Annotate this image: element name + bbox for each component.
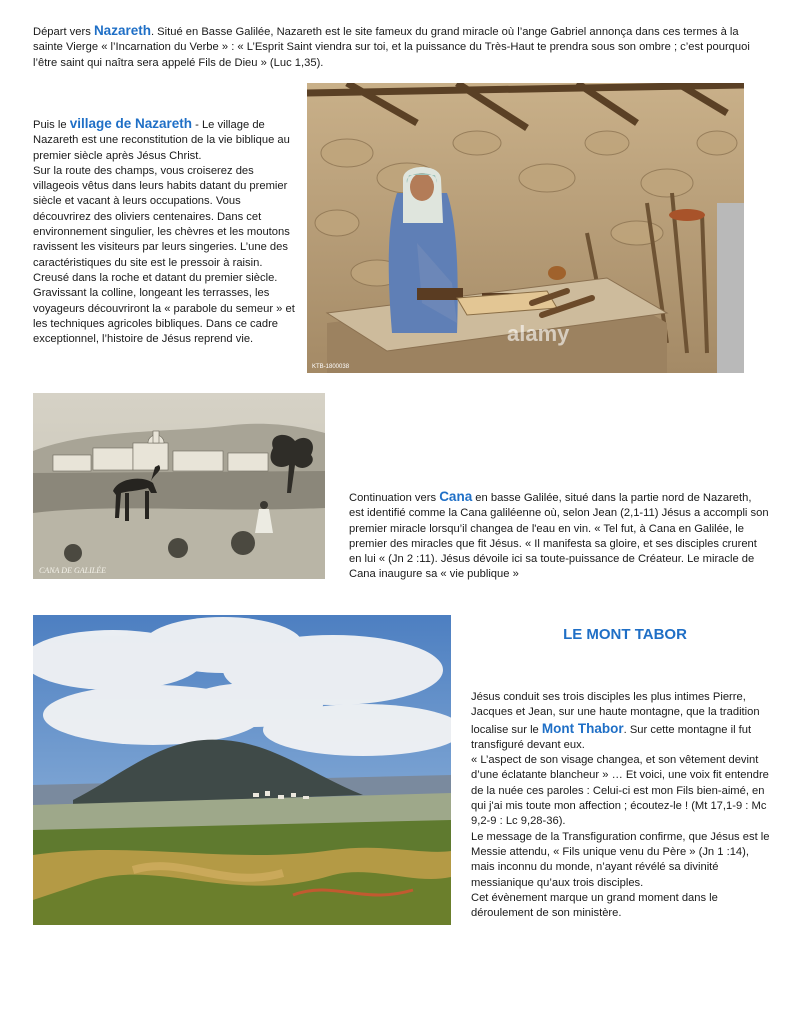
tabor-lead: Jésus conduit ses trois disciples les plus intimes Pierre, Jacques et Jean, sur une haute montagne, que la tradition localise sur le: [471, 691, 760, 736]
tabor-heading: LE MONT TABOR: [563, 626, 687, 643]
cana-highlight: Cana: [439, 489, 473, 504]
tabor-par-2: « L’aspect de son visage changea, et son vêtement devint d’une éclatante blancheur » … Et voici, une voix fit entendre de la nuée ces paroles : Celui-ci est mon Fils bien-aimé, en qui j'ai mis toute mon affection ; écoutez-le ! (Mt 17,1-9 : Mc 9,2-9 : Lc 9,28-36).: [471, 754, 769, 828]
carpenter-photo-illustration: [307, 83, 744, 373]
cana-photo: [33, 393, 325, 579]
village-par-1: [33, 116, 298, 164]
intro-paragraph: [33, 23, 768, 71]
photo-caption: KTB-1800038: [312, 364, 350, 370]
carpenter-photo: [307, 83, 744, 373]
tabor-text: . Sur cette montagne il fut transfiguré devant eux.: [471, 723, 752, 751]
intro-text: . Situé en Basse Galilée, Nazareth est le site fameux du grand miracle où l’ange Gabriel annonça dans ces termes à la sainte Vierge « l’Incarnation du Verbe » : « L’Esprit Saint viendra sur toi, et la puissance du Très-Haut te prendra sous son ombre ; c’est pourquoi l’être saint qui naîtra sera appelé Fils de Dieu » (Luc 1,35).: [33, 26, 750, 69]
cana-text: en basse Galilée, situé dans la partie nord de Nazareth, est identifié comme la Cana galiléenne où, selon Jean (2,1-11) Jésus a accompli son premier miracle lorsqu’il changea de l'eau en vin. « Tel fut, à Cana en Galilée, le premier des miracles que fit Jésus. « Il manifesta sa gloire, et ses disciples crurent en lui « (Jn 2 :11). Jésus dévoile ici sa toute-puissance de Créateur. Le miracle de Cana inaugure sa « vie publique »: [349, 492, 769, 581]
intro-highlight: Nazareth: [93, 23, 151, 38]
village-par-2: Sur la route des champs, vous croiserez des villageois vêtus dans leurs habits datant du premier siècle et vacant à leurs occupations. Vous découvrirez des oliviers centenaires. Dans cet environnement singulier, les chèvres et les moutons ravissent les visiteurs par leurs singeries. L’une des caractéristiques du site est le pressoir à raisin. Creusé dans la roche et datant du premier siècle. Gravissant la colline, longeant les terrasses, les voyageurs découvriront la « parabole du semeur » et les techniques agricoles bibliques. Dans ce cadre exceptionnel, l’histoire de Jésus reprend vie.: [33, 164, 295, 346]
intro-lead: Départ vers: [33, 26, 94, 38]
tabor-photo-illustration: [33, 615, 451, 925]
tabor-par-4: Cet évènement marque un grand moment dans le déroulement de son ministère.: [471, 891, 718, 920]
cana-paragraph: [349, 489, 769, 583]
cana-photo-illustration: [33, 393, 325, 579]
cana-photo-caption: CANA DE GALILÉE: [39, 566, 106, 575]
tabor-par-3: Le message de la Transfiguration confirme, que Jésus est le Messie attendu, « Fils unique venu du Père » (Jn 1 :14), mais inconnu du monde, n’ayant révélé sa divinité messianique qu’aux trois disciples.: [471, 830, 770, 889]
village-highlight: village de Nazareth: [69, 116, 192, 131]
photo-watermark: alamy: [507, 321, 570, 346]
tabor-photo: [33, 615, 451, 925]
tabor-paragraph: [471, 690, 771, 921]
tabor-par-1: [471, 690, 771, 753]
village-lead: Puis le: [33, 119, 70, 131]
village-text: - Le village de Nazareth est une reconstitution de la vie biblique au premier siècle après Jésus Christ.: [33, 119, 290, 162]
cana-lead: Continuation vers: [349, 492, 440, 504]
tabor-highlight: Mont Thabor: [541, 720, 624, 736]
village-paragraph: [33, 116, 298, 347]
